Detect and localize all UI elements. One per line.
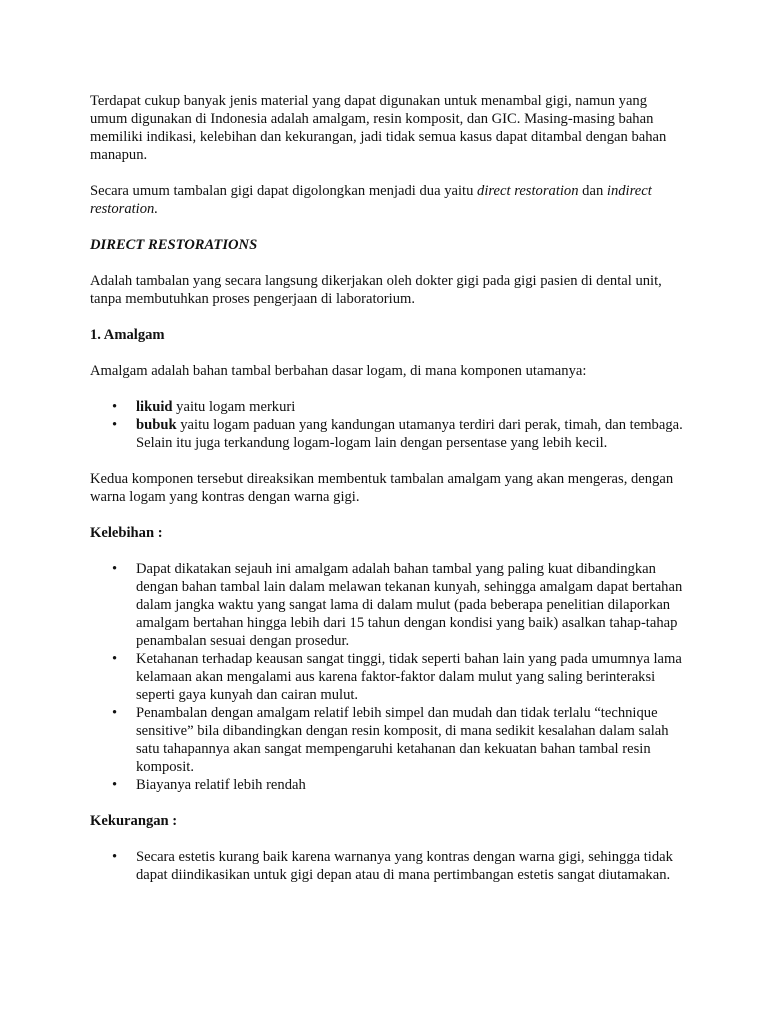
cons-heading: Kekurangan :: [90, 813, 178, 829]
pros-list: [90, 560, 684, 794]
amalgam-components-list: [90, 398, 684, 452]
list-item: [90, 416, 684, 452]
list-item: [90, 650, 684, 704]
list-item: [90, 560, 684, 650]
list-item: [90, 704, 684, 776]
pros-heading: Kelebihan :: [90, 525, 163, 541]
classification-paragraph: [90, 182, 684, 218]
direct-restorations-description: Adalah tambalan yang secara langsung dikerjakan oleh dokter gigi pada gigi pasien di dental unit, tanpa membutuhkan proses pengerjaan di laboratorium.: [90, 273, 662, 307]
list-item: [90, 776, 684, 794]
amalgam-heading: 1. Amalgam: [90, 327, 165, 343]
pros-item-text: Biayanya relatif lebih rendah: [136, 777, 306, 793]
component-text: yaitu logam paduan yang kandungan utamanya terdiri dari perak, timah, dan tembaga. Selain itu juga terkandung logam-logam lain dengan persentase yang lebih kecil.: [136, 417, 683, 451]
amalgam-description: Amalgam adalah bahan tambal berbahan dasar logam, di mana komponen utamanya:: [90, 363, 587, 379]
classification-text-start: Secara umum tambalan gigi dapat digolongkan menjadi dua yaitu: [90, 183, 478, 199]
bullet-icon: •: [112, 561, 118, 577]
list-item: [90, 848, 684, 884]
pros-item-text: Ketahanan terhadap keausan sangat tinggi, tidak seperti bahan lain yang pada umumnya lama kelamaan akan mengalami aus karena faktor-faktor dalam mulut yang saling berinteraksi seperti gaya kunyah dan cairan mulut.: [136, 651, 682, 703]
cons-item-text: Secara estetis kurang baik karena warnanya yang kontras dengan warna gigi, sehingga tidak dapat diindikasikan untuk gigi depan atau di mana pertimbangan estetis sangat diutamakan.: [136, 849, 673, 883]
bullet-icon: •: [112, 849, 118, 865]
bullet-icon: •: [112, 777, 118, 793]
component-term: likuid: [136, 399, 173, 415]
reaction-paragraph: Kedua komponen tersebut direaksikan membentuk tambalan amalgam yang akan mengeras, dengan warna logam yang kontras dengan warna gigi.: [90, 471, 674, 505]
classification-text-mid: dan: [578, 183, 607, 199]
component-text: yaitu logam merkuri: [172, 399, 296, 415]
pros-item-text: Dapat dikatakan sejauh ini amalgam adalah bahan tambal yang paling kuat dibandingkan dengan bahan tambal lain dalam melawan tekanan kunyah, sehingga amalgam dapat bertahan dalam jangka waktu yang sangat lama di dalam mulut (pada beberapa penelitian dilaporkan amalgam bertahan hingga lebih dari 15 tahun dengan kondisi yang baik) asalkan tahap-tahap penambalan sesuai dengan prosedur.: [136, 561, 683, 649]
cons-list: [90, 848, 684, 884]
direct-restorations-heading: DIRECT RESTORATIONS: [90, 237, 258, 253]
component-term: bubuk: [136, 417, 177, 433]
intro-paragraph: Terdapat cukup banyak jenis material yang dapat digunakan untuk menambal gigi, namun yang umum digunakan di Indonesia adalah amalgam, resin komposit, dan GIC. Masing-masing bahan memiliki indikasi, kelebihan dan kekurangan, jadi tidak semua kasus dapat ditambal dengan bahan manapun.: [90, 93, 667, 163]
list-item: [90, 398, 684, 416]
indirect-restoration-term: indirect restoration.: [90, 183, 652, 217]
direct-restoration-term: direct restoration: [477, 183, 579, 199]
bullet-icon: •: [112, 705, 118, 721]
bullet-icon: •: [112, 417, 118, 433]
bullet-icon: •: [112, 399, 118, 415]
bullet-icon: •: [112, 651, 118, 667]
pros-item-text: Penambalan dengan amalgam relatif lebih simpel dan mudah dan tidak terlalu “technique sensitive” bila dibandingkan dengan resin komposit, di mana sedikit kesalahan dalam salah satu tahapannya akan sangat mempengaruhi ketahanan dan kekuatan bahan tambal resin komposit.: [136, 705, 669, 775]
